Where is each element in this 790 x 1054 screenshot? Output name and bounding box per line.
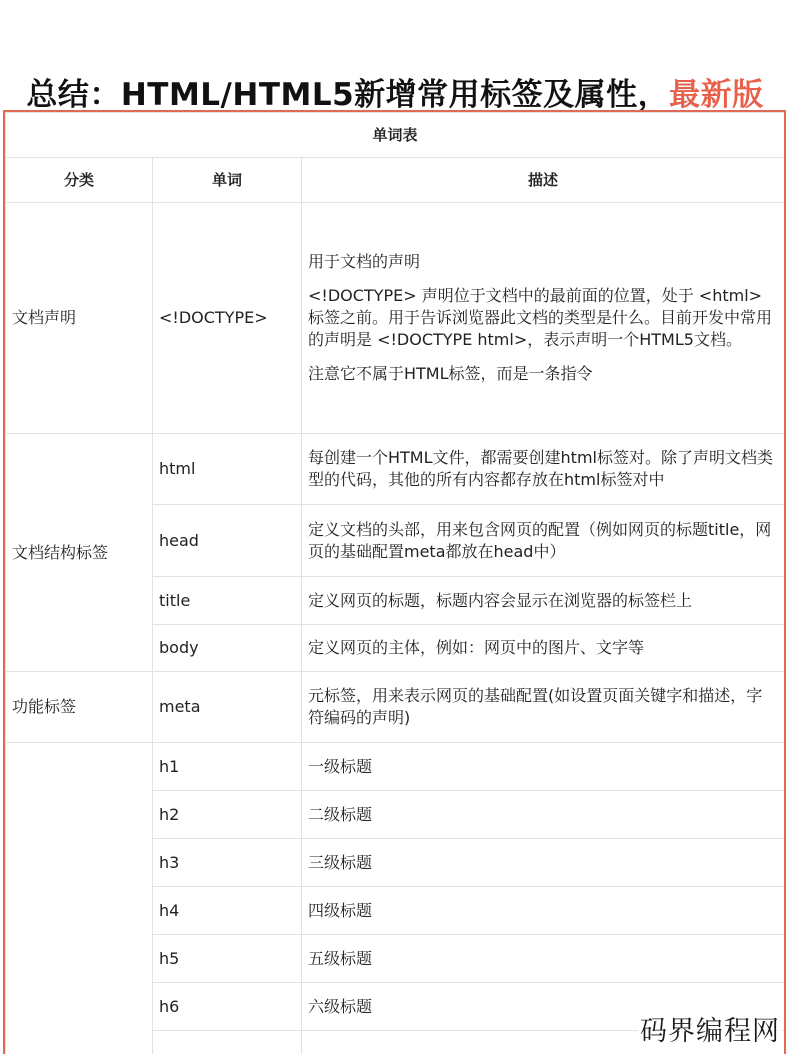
word-cell: html: [153, 434, 302, 505]
word-cell: h2: [153, 791, 302, 839]
vocabulary-table: [5, 112, 785, 1054]
word-cell: title: [153, 577, 302, 625]
description-cell: [302, 203, 785, 434]
description-paragraph: 用于文档的声明: [308, 252, 421, 271]
description-cell: 定义文档的头部，用来包含网页的配置（例如网页的标题title，网页的基础配置meta都放在head中）: [302, 505, 785, 577]
page-title-main: 总结：HTML/HTML5新增常用标签及属性，: [26, 76, 670, 113]
category-cell: 文档声明: [6, 203, 153, 434]
word-cell: h4: [153, 887, 302, 935]
description-cell: 四级标题: [302, 887, 785, 935]
page-title-highlight: 最新版: [669, 76, 764, 113]
description-cell: 五级标题: [302, 935, 785, 983]
word-cell: h6: [153, 983, 302, 1031]
category-cell: [6, 743, 153, 1054]
word-cell: h3: [153, 839, 302, 887]
table-row: [6, 743, 785, 791]
header-description: 描述: [302, 158, 785, 203]
description-paragraph: <!DOCTYPE> 声明位于文档中的最前面的位置，处于 <html> 标签之前。用于告诉浏览器此文档的类型是什么。目前开发中常用的声明是 <!DOCTYPE html>，表示声明一个HTML5文档。: [308, 286, 773, 349]
word-cell: body: [153, 625, 302, 672]
table-header-row: [6, 158, 785, 203]
category-cell: 文档结构标签: [6, 434, 153, 672]
word-cell: head: [153, 505, 302, 577]
table-caption: 单词表: [6, 113, 785, 158]
word-cell: h5: [153, 935, 302, 983]
header-word: 单词: [153, 158, 302, 203]
description-cell: 定义网页的标题，标题内容会显示在浏览器的标签栏上: [302, 577, 785, 625]
word-cell: h1: [153, 743, 302, 791]
category-cell: 功能标签: [6, 672, 153, 743]
description-cell: 二级标题: [302, 791, 785, 839]
table-row: [6, 434, 785, 505]
description-cell: 每创建一个HTML文件，都需要创建html标签对。除了声明文档类型的代码，其他的所有内容都存放在html标签对中: [302, 434, 785, 505]
table-row: [6, 203, 785, 434]
word-cell: [153, 1031, 302, 1054]
word-cell: meta: [153, 672, 302, 743]
description-cell: 元标签，用来表示网页的基础配置(如设置页面关键字和描述，字符编码的声明): [302, 672, 785, 743]
word-cell: <!DOCTYPE>: [153, 203, 302, 434]
description-cell: 定义网页的主体，例如：网页中的图片、文字等: [302, 625, 785, 672]
vocabulary-table-frame: [3, 110, 786, 1054]
watermark: 码界编程网: [638, 1009, 782, 1048]
description-cell: 三级标题: [302, 839, 785, 887]
description-paragraph: 注意它不属于HTML标签，而是一条指令: [308, 364, 593, 383]
description-cell: 一级标题: [302, 743, 785, 791]
page-title: [0, 69, 790, 114]
table-row: [6, 672, 785, 743]
table-caption-row: [6, 113, 785, 158]
description-cell: 六级标题: [302, 983, 785, 1031]
header-category: 分类: [6, 158, 153, 203]
